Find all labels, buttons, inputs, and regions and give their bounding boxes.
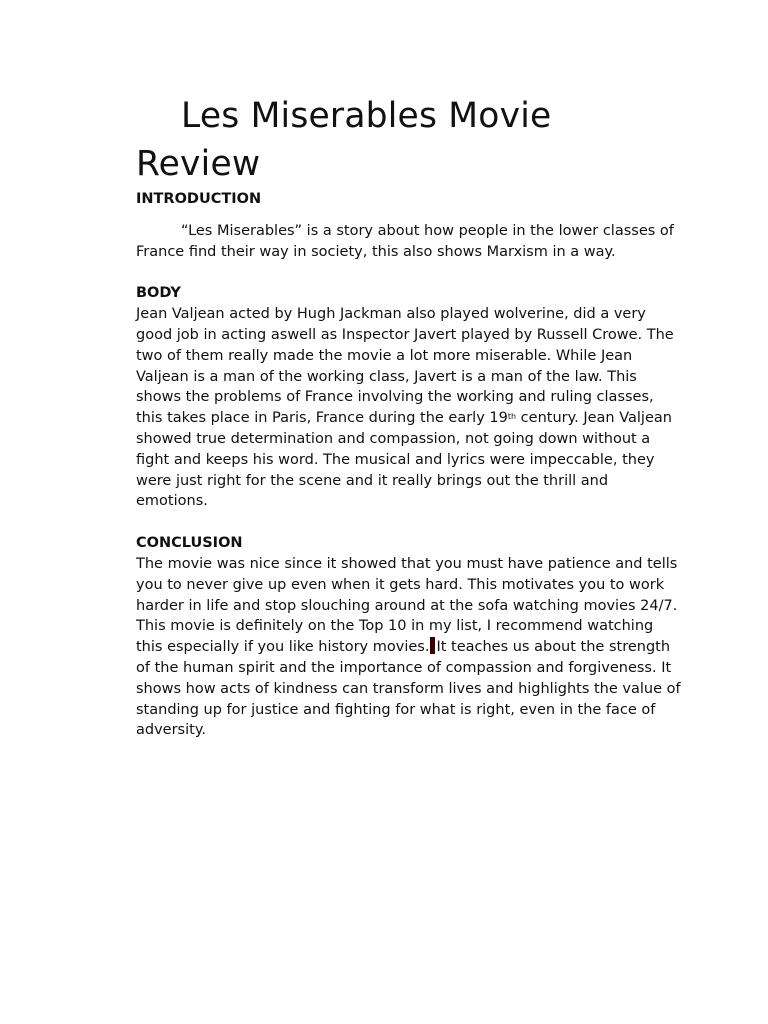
body-heading: BODY — [136, 285, 181, 302]
conclusion-text-part2: It teaches us about the strength of the human spirit and the importance of compassion and forgiveness. It shows how acts of kindness can transform lives and highlights the value of standing up for justice and fighting for what is right, even in the face of adversity. — [136, 639, 681, 739]
body-paragraph[interactable] — [136, 304, 681, 512]
ordinal-superscript: th — [507, 412, 517, 422]
document-page — [136, 92, 681, 741]
introduction-heading: INTRODUCTION — [136, 191, 262, 207]
body-text-part2: century. Jean Valjean showed true determination and compassion, not going down without a fight and keeps his word. The musical and lyrics were impeccable, they were just right for the scene and it really brings out the thrill and emotions. — [136, 410, 672, 510]
text-cursor — [430, 637, 435, 654]
introduction-paragraph[interactable]: “Les Miserables” is a story about how people in the lower classes of France find their way in society, this also shows Marxism in a way. — [136, 222, 674, 260]
conclusion-text-part1: The movie was nice since it showed that you must have patience and tells you to never give up even when it gets hard. This motivates you to work harder in life and stop slouching around at the sofa watching movies 24/7. This movie is definitely on the Top 10 in my list, I recommend watching this especially if you like history movies. — [136, 555, 678, 656]
conclusion-heading: CONCLUSION — [136, 535, 243, 552]
body-text-part1: Jean Valjean acted by Hugh Jackman also played wolverine, did a very good job in acting aswell as Inspector Javert played by Russell Crowe. The two of them really made the movie a lot more miserable. While Jean Valjean is a man of the working class, Javert is a man of the law. This shows the problems of France involving the working and ruling classes, this takes place in Paris, France during the early 19 — [136, 306, 674, 427]
conclusion-paragraph[interactable] — [136, 554, 681, 741]
document-title: Les Miserables Movie Review — [136, 96, 552, 184]
